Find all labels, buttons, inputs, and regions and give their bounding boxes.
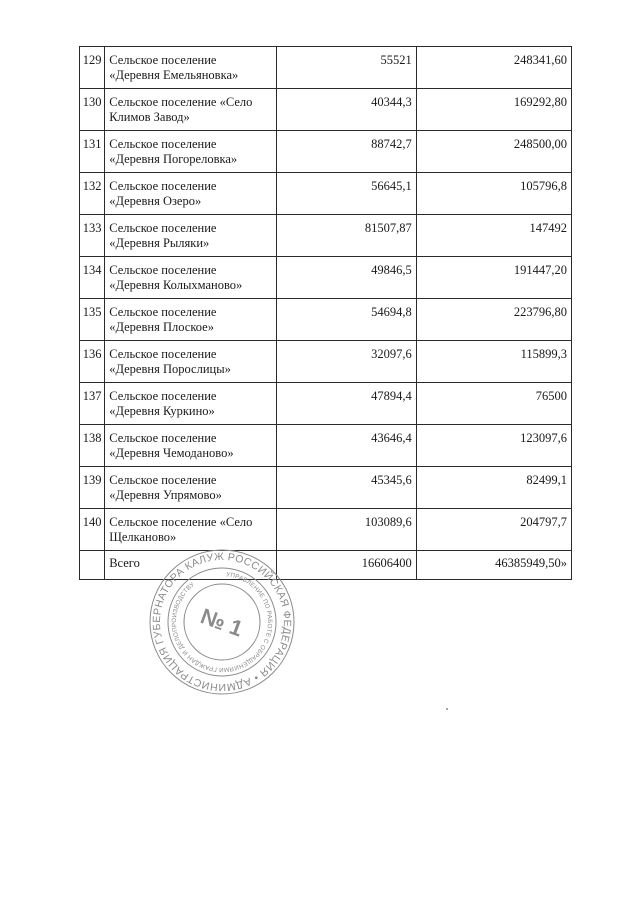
table-row [80,467,572,509]
settlement-name-line-2: «Деревня Порослицы» [109,362,231,376]
value-column-2: 248341,60 [416,47,571,89]
settlement-name [105,47,276,89]
row-number: 135 [80,299,105,341]
settlement-name [105,383,276,425]
table-row [80,257,572,299]
row-number: 131 [80,131,105,173]
settlement-name-line-1: Сельское поселение [109,305,217,319]
row-number: 138 [80,425,105,467]
settlement-name-line-1: Сельское поселение [109,221,217,235]
row-number: 129 [80,47,105,89]
budget-table [79,46,572,580]
row-number: 132 [80,173,105,215]
value-column-1: 81507,87 [276,215,416,257]
value-column-1: 47894,4 [276,383,416,425]
value-column-1: 54694,8 [276,299,416,341]
table-row [80,299,572,341]
row-number: 136 [80,341,105,383]
value-column-2: 169292,80 [416,89,571,131]
settlement-name [105,89,276,131]
settlement-name-line-2: «Деревня Озеро» [109,194,202,208]
settlement-name-line-1: Сельское поселение [109,431,217,445]
value-column-1: 32097,6 [276,341,416,383]
table-row [80,425,572,467]
settlement-name [105,467,276,509]
total-label: Всего [105,551,276,580]
value-column-1: 55521 [276,47,416,89]
settlement-name-line-2: «Деревня Рыляки» [109,236,210,250]
seal-inner-text: УПРАВЛЕНИЕ ПО РАБОТЕ С ОБРАЩЕНИЯМИ ГРАЖДАН И ДЕЛОПРОИЗВОДСТВУ [170,571,274,674]
settlement-name [105,173,276,215]
value-column-1: 88742,7 [276,131,416,173]
settlement-name-line-2: «Деревня Плоское» [109,320,214,334]
value-column-1: 103089,6 [276,509,416,551]
table-row [80,89,572,131]
row-number: 130 [80,89,105,131]
settlement-name-line-2: «Деревня Погореловка» [109,152,238,166]
settlement-name-line-1: Сельское поселение [109,347,217,361]
settlement-name [105,509,276,551]
settlement-name-line-1: Сельское поселение [109,389,217,403]
settlement-name [105,215,276,257]
seal-outer-text: РОССИЙСКАЯ ФЕДЕРАЦИЯ • АДМИНИСТРАЦИЯ ГУБЕРНАТОРА КАЛУЖСКОЙ [150,550,294,694]
row-number: 133 [80,215,105,257]
total-value-1: 16606400 [276,551,416,580]
settlement-name [105,131,276,173]
row-number: 137 [80,383,105,425]
table-row [80,47,572,89]
settlement-name-line-1: Сельское поселение «Село [109,515,253,529]
settlement-name-line-1: Сельское поселение [109,53,217,67]
table-row [80,383,572,425]
row-number: 134 [80,257,105,299]
value-column-2: 191447,20 [416,257,571,299]
settlement-name-line-1: Сельское поселение [109,263,217,277]
settlement-name-line-2: «Деревня Колыхманово» [109,278,243,292]
table-row [80,509,572,551]
settlement-name-line-2: «Деревня Упрямово» [109,488,222,502]
settlement-name [105,299,276,341]
row-number: 139 [80,467,105,509]
value-column-2: 115899,3 [416,341,571,383]
total-number-cell [80,551,105,580]
value-column-2: 82499,1 [416,467,571,509]
settlement-name [105,257,276,299]
table-row [80,173,572,215]
settlement-name [105,341,276,383]
table-row [80,131,572,173]
settlement-name-line-1: Сельское поселение [109,473,217,487]
settlement-name-line-1: Сельское поселение «Село [109,95,253,109]
row-number: 140 [80,509,105,551]
settlement-name-line-2: «Деревня Куркино» [109,404,215,418]
value-column-2: 76500 [416,383,571,425]
official-seal [147,547,297,697]
settlement-name-line-2: Щелканово» [109,530,177,544]
value-column-2: 248500,00 [416,131,571,173]
value-column-2: 147492 [416,215,571,257]
value-column-1: 40344,3 [276,89,416,131]
settlement-name-line-2: «Деревня Чемоданово» [109,446,234,460]
table-row [80,215,572,257]
value-column-2: 123097,6 [416,425,571,467]
settlement-name-line-1: Сельское поселение [109,137,217,151]
value-column-1: 45345,6 [276,467,416,509]
table-row [80,341,572,383]
value-column-1: 49846,5 [276,257,416,299]
value-column-1: 43646,4 [276,425,416,467]
total-value-2: 46385949,50» [416,551,571,580]
settlement-name-line-2: «Деревня Емельяновка» [109,68,239,82]
value-column-2: 223796,80 [416,299,571,341]
settlement-name-line-1: Сельское поселение [109,179,217,193]
seal-number: № 1 [197,603,247,642]
value-column-1: 56645,1 [276,173,416,215]
settlement-name [105,425,276,467]
value-column-2: 204797,7 [416,509,571,551]
value-column-2: 105796,8 [416,173,571,215]
scan-speck [446,708,448,710]
settlement-name-line-2: Климов Завод» [109,110,190,124]
